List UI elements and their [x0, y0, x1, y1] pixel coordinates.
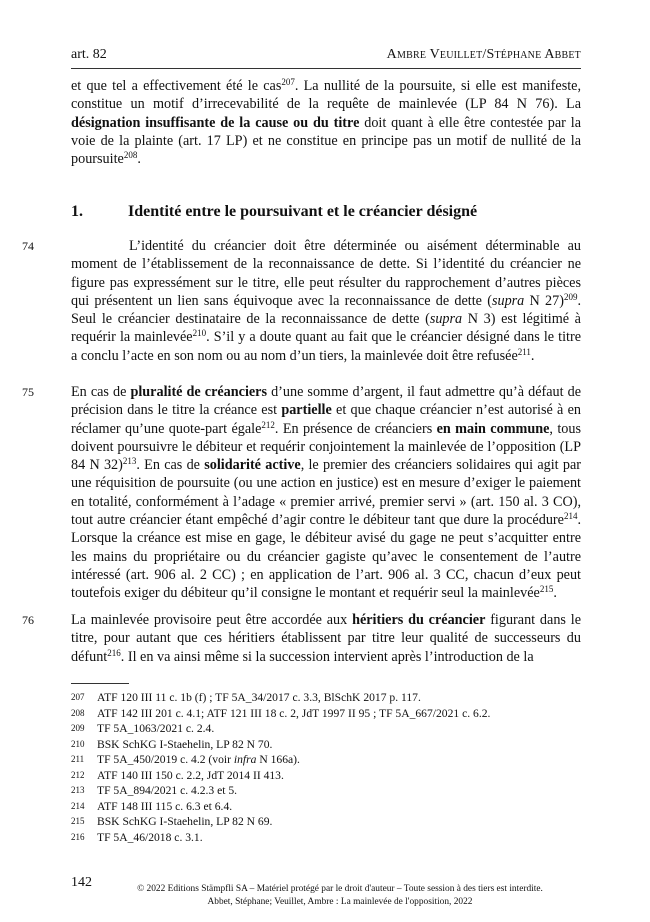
running-header-article: art. 82 — [71, 47, 107, 62]
footnote-rule — [71, 683, 129, 684]
section-title: Identité entre le poursuivant et le créancier désigné — [128, 203, 478, 220]
paragraph-75: En cas de pluralité de créanciers d’une somme d’argent, il faut admettre qu’à défaut de précision dans le titre la créance est partielle et que chaque créancier n’est autorisé à en réclamer qu’une quote-part égale$^{212}$. En présence de créanciers en main commune, tous doivent poursuivre le débiteur et requérir conjointement la mainlevée de l’opposition (LP 84 N 32)$^{213}$. En cas de solidarité active, le premier des créanciers solidaires qui agit par une réquisition de poursuite (ou une action en justice) est en mesure d’exiger le paiement en totalité, conformément à l’adage « premier arrivé, premier servi » (art. 150 al. 3 CO), tout autre créancier étant empêché d’agir contre le débiteur tant que dure la procédure$^{214}$. Lorsque la créance est mise en gage, le débiteur avisé du gage ne peut s’acquitter entre les mains du propriétaire ou du créancier gagiste qu’avec le consentement de l’autre intéressé (art. 906 al. 2 CC) ; en application de l’art. 906 al. 3 CC, chacun d’eux peut toutefois exiger du débiteur qu’il consigne le montant et requérir seul la mainlevée$^{215}$. — [71, 384, 582, 602]
paragraph-76: La mainlevée provisoire peut être accordée aux héritiers du créancier figurant dans le titre, pour autant que ces héritiers établissent par titre leur qualité de successeurs du défunt$^{216}$. Il en va ainsi même si la succession intervient après l’introduction de la — [71, 612, 581, 665]
footnote — [71, 783, 581, 799]
footnote-text: TF 5A_46/2018 c. 3.1. — [97, 830, 203, 844]
footnote — [71, 737, 581, 753]
footnote — [71, 768, 581, 784]
footnote — [71, 706, 581, 722]
footnote-ref[interactable]: 207 — [281, 77, 295, 87]
footnote-ref[interactable]: 216 — [107, 647, 121, 658]
page-number: 142 — [71, 875, 92, 890]
footnote-number: 213 — [71, 785, 85, 795]
footnote-number: 211 — [71, 754, 85, 764]
margin-number-74: 74 — [22, 239, 34, 253]
footnote-ref[interactable]: 213 — [122, 456, 137, 467]
footnote-text: TF 5A_1063/2021 c. 2.4. — [97, 722, 215, 735]
footnote-ref[interactable]: 214 — [563, 511, 578, 522]
running-header-authors: Ambre Veuillet/Stéphane Abbet — [386, 47, 581, 62]
footnote-number: 207 — [71, 692, 85, 702]
copyright-line: © 2022 Editions Stämpfli SA – Matériel protégé par le droit d'auteur – Toute session à des tiers est interdite. — [137, 884, 543, 894]
footnote-text: ATF 142 III 201 c. 4.1; ATF 121 III 18 c. 2, JdT 1997 II 95 ; TF 5A_667/2021 c. 6.2. — [97, 706, 491, 720]
footnote-number: 208 — [71, 707, 85, 718]
copyright-notice — [40, 883, 640, 908]
footnote-ref[interactable]: 211 — [517, 346, 531, 357]
footnote-ref[interactable]: 215 — [539, 584, 554, 595]
footnote — [71, 814, 581, 830]
footnote-text: BSK SchKG I-Staehelin, LP 82 N 70. — [97, 737, 273, 751]
footnote-text: ATF 140 III 150 c. 2.2, JdT 2014 II 413. — [97, 768, 284, 782]
footnote — [71, 799, 581, 815]
footnote — [71, 690, 581, 706]
footnote-number: 215 — [71, 816, 85, 826]
citation-line: Abbet, Stéphane; Veuillet, Ambre : La mainlevée de l'opposition, 2022 — [207, 896, 473, 907]
footnote-number: 214 — [71, 800, 85, 811]
footnote-ref[interactable]: 210 — [192, 328, 207, 339]
footnote — [71, 752, 581, 768]
intro-paragraph: et que tel a effectivement été le cas$^{207}$. La nullité de la poursuite, si elle est manifeste, constitue un motif d’irrecevabilité de la requête de mainlevée (LP 84 N 76). La désignation insuffisante de la cause ou du titre doit quant à elle être contestée par la voie de la plainte (art. 17 LP) et ne constitue en principe pas un motif de nullité de la poursuite$^{208}$. — [71, 77, 582, 168]
footnote-text: ATF 148 III 115 c. 6.3 et 6.4. — [97, 799, 233, 813]
footnote-number: 209 — [71, 723, 85, 733]
paragraph-74: L’identité du créancier doit être déterminée ou aisément déterminable au moment de l’établissement de la reconnaissance de dette. Si l’identité du créancier ne figure pas expressément sur le titre, elle peut résulter du rapprochement d’autres pièces qui présentent un lien sans équivoque avec la reconnaissance de dette (supra N 27)$^{209}$. Seul le créancier destinataire de la reconnaissance de dette (supra N 3) est légitimé à requérir la mainlevée$^{210}$. S’il y a doute quant au fait que le créancier désigné dans le titre a conclu l’acte en son nom ou au nom d’un tiers, la mainlevée doit être refusée$^{211}$. — [71, 238, 581, 364]
footnote-number: 210 — [71, 738, 85, 749]
margin-number-76: 76 — [22, 613, 34, 627]
footnote-number: 212 — [71, 769, 85, 780]
footnote-ref[interactable]: 209 — [563, 291, 578, 302]
section-heading — [71, 203, 477, 221]
footnote-ref[interactable]: 212 — [261, 419, 275, 430]
header-rule — [71, 68, 581, 69]
footnote-text: BSK SchKG I-Staehelin, LP 82 N 69. — [97, 815, 273, 828]
footnote-number: 216 — [71, 831, 85, 842]
footnote-text: ATF 120 III 11 c. 1b (f) ; TF 5A_34/2017 c. 3.3, BlSchK 2017 p. 117. — [97, 691, 421, 704]
footnotes — [71, 690, 581, 845]
margin-number-75: 75 — [22, 385, 34, 399]
footnote — [71, 830, 581, 846]
footnote-text: TF 5A_894/2021 c. 4.2.3 et 5. — [97, 784, 238, 797]
footnote-text: TF 5A_450/2019 c. 4.2 (voir infra N 166a). — [97, 753, 300, 766]
section-number: 1. — [71, 203, 83, 220]
footnote — [71, 721, 581, 737]
footnote-ref[interactable]: 208 — [123, 150, 138, 161]
